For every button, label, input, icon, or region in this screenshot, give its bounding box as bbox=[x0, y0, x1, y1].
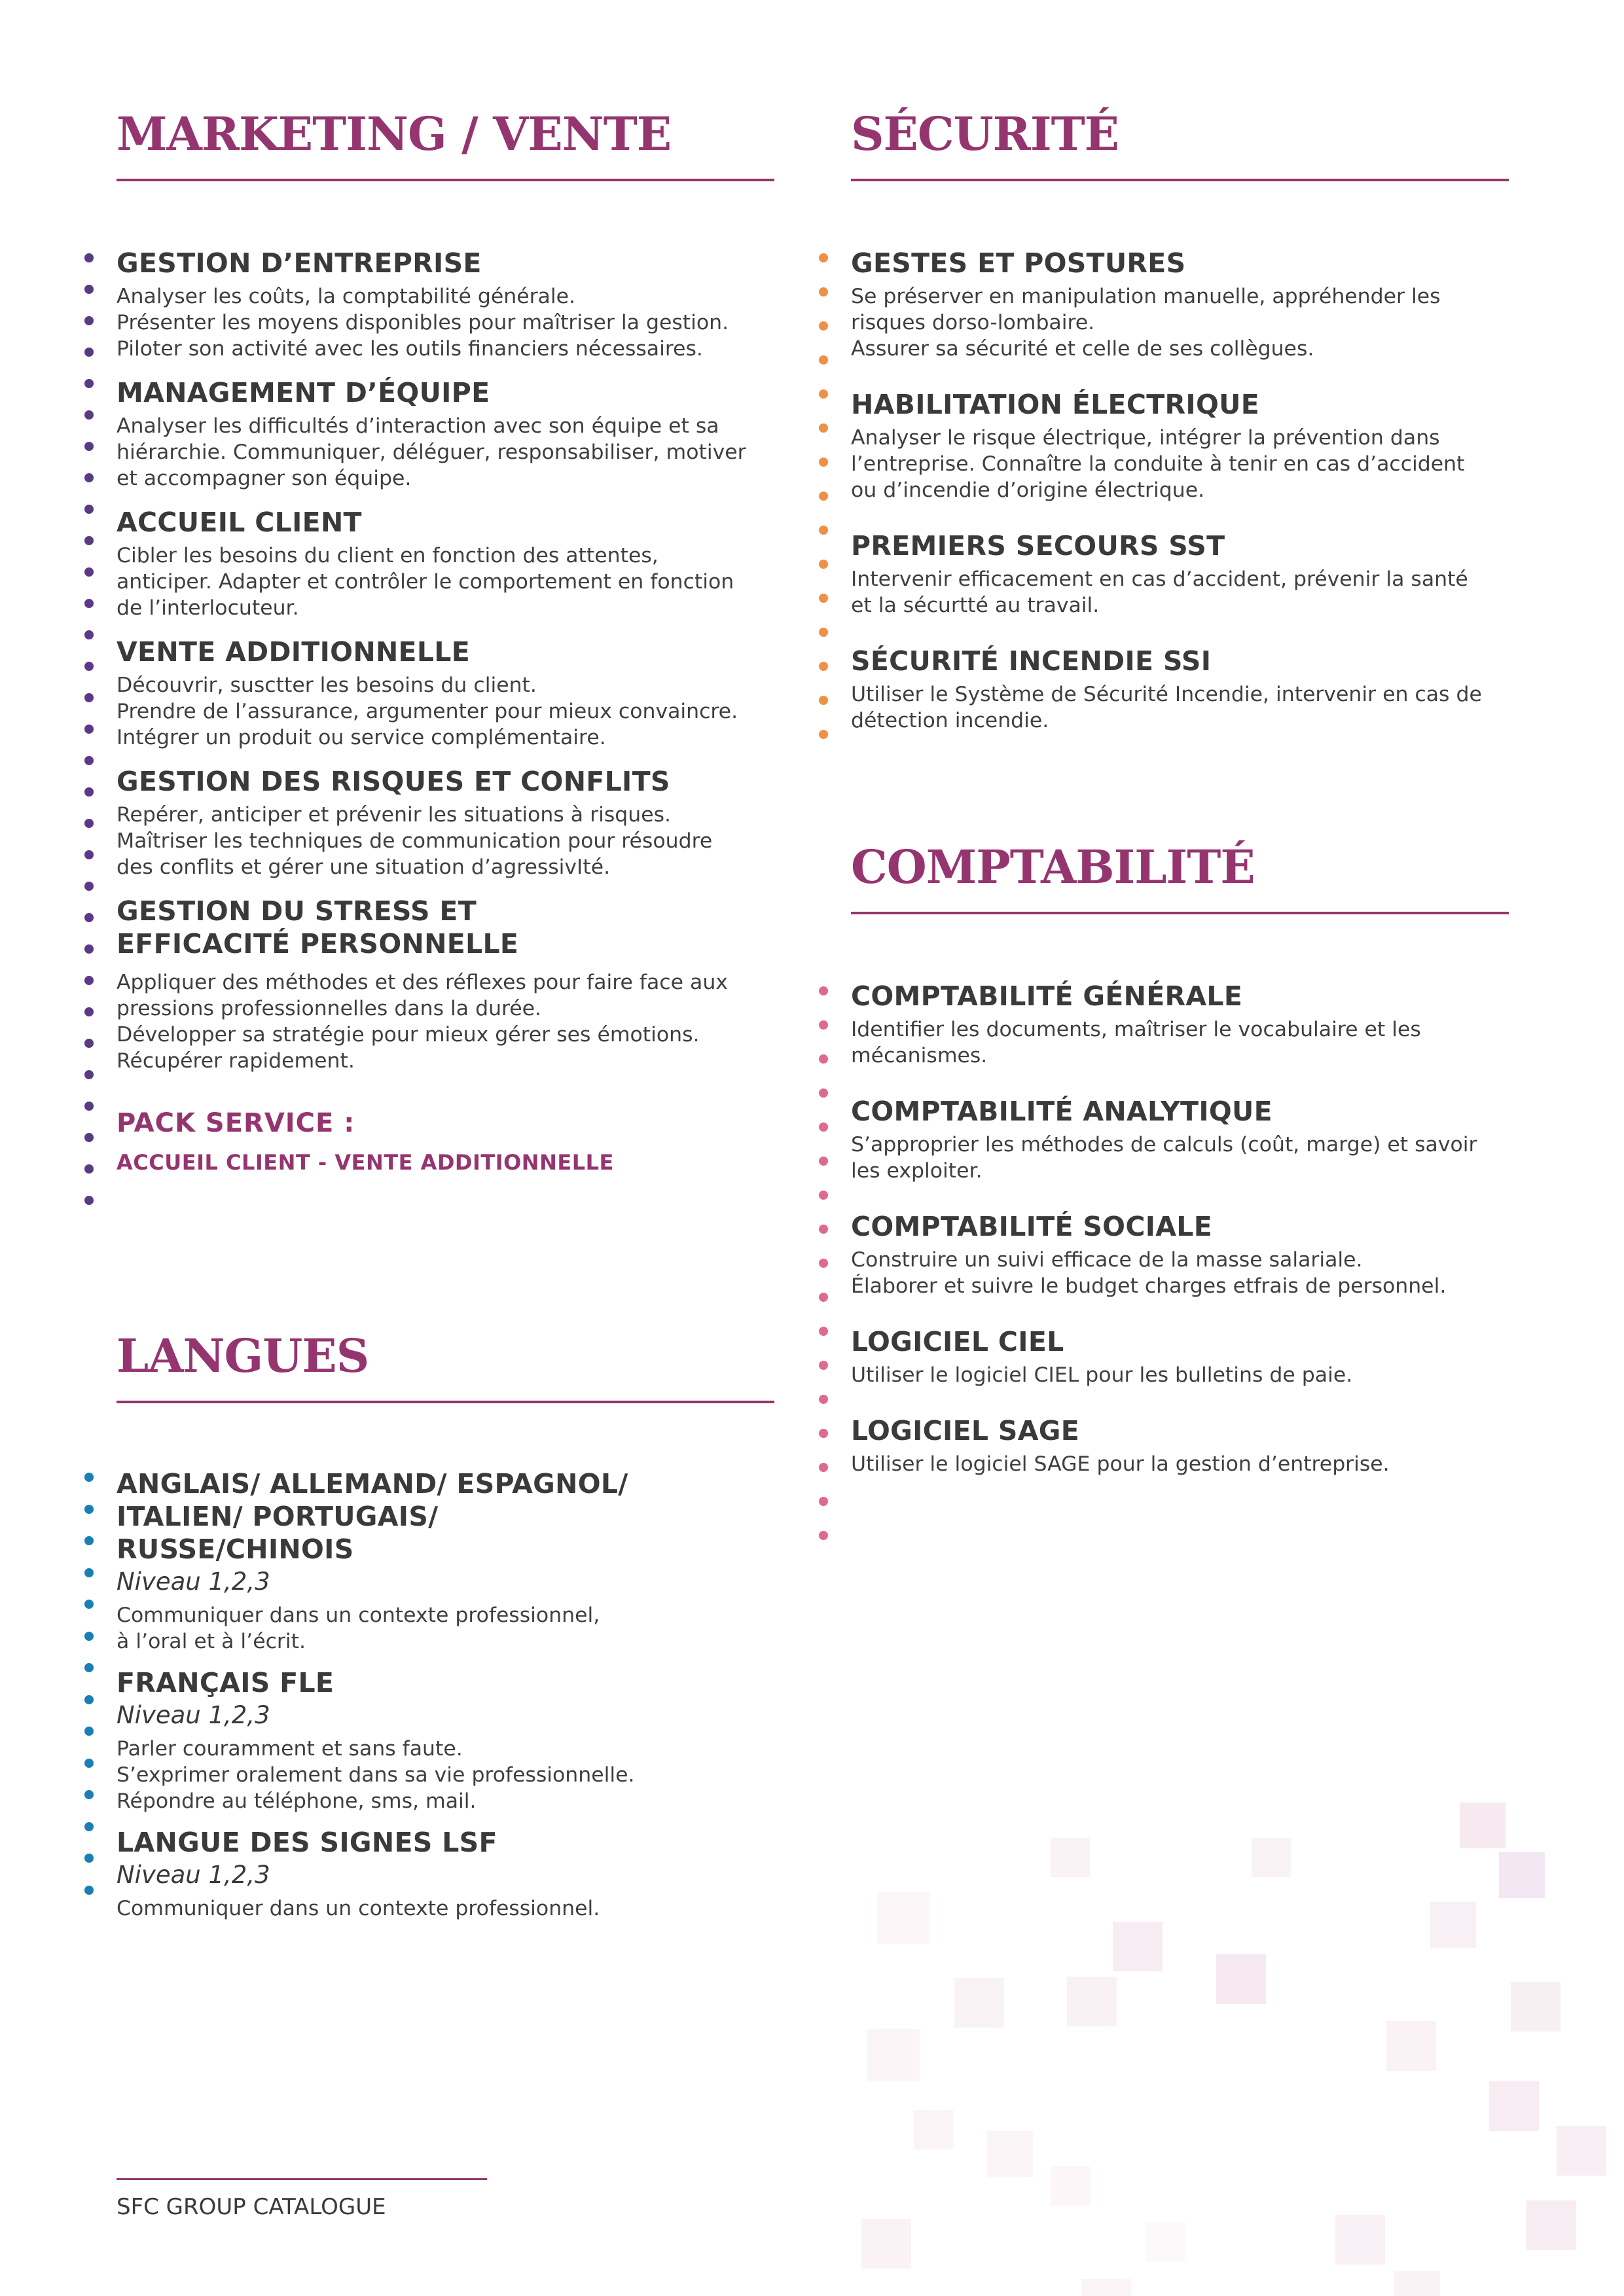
decorative-square bbox=[1335, 2215, 1385, 2265]
course-item[interactable] bbox=[117, 895, 774, 1074]
bullet-dot bbox=[819, 594, 828, 603]
course-description: Parler couramment et sans faute. S’exprimer oralement dans sa vie professionnelle. Répondre au téléphone, sms, mail. bbox=[117, 1737, 635, 1813]
bullet-dot bbox=[84, 1886, 94, 1895]
bullet-dot bbox=[84, 693, 94, 702]
course-title: COMPTABILITÉ ANALYTIQUE bbox=[851, 1096, 1272, 1127]
course-item[interactable] bbox=[851, 529, 1509, 619]
bullet-dot bbox=[84, 913, 94, 922]
course-description: Construire un suivi efficace de la masse salariale. Élaborer et suivre le budget charges etfrais de personnel. bbox=[851, 1248, 1447, 1298]
bullet-dot bbox=[819, 1463, 828, 1472]
bullet-dot bbox=[84, 285, 94, 294]
bullet-dot bbox=[819, 560, 828, 569]
bullet-dot bbox=[819, 1293, 828, 1302]
course-description: Communiquer dans un contexte professionnel, à l’oral et à l’écrit. bbox=[117, 1604, 600, 1653]
course-description: Utiliser le Système de Sécurité Incendie, intervenir en cas de détection incendie. bbox=[851, 683, 1482, 732]
bullet-dot bbox=[84, 410, 94, 420]
course-description: Analyser les coûts, la comptabilité générale. Présenter les moyens disponibles pour maîtriser la gestion. Piloter son activité avec les outils financiers nécessaires. bbox=[117, 285, 729, 361]
bullet-dot bbox=[84, 1663, 94, 1672]
bullet-dot bbox=[84, 819, 94, 828]
course-title: FRANÇAIS FLE bbox=[117, 1667, 334, 1698]
course-title: ANGLAIS/ ALLEMAND/ ESPAGNOL/ ITALIEN/ PORTUGAIS/ RUSSE/CHINOIS bbox=[117, 1468, 628, 1565]
decorative-square bbox=[861, 2219, 911, 2269]
course-level: Niveau 1,2,3 bbox=[117, 1861, 270, 1889]
bullet-dot bbox=[819, 1054, 828, 1064]
bullet-dot bbox=[819, 1429, 828, 1438]
bullet-dot bbox=[84, 1568, 94, 1577]
course-description: S’approprier les méthodes de calculs (coût, marge) et savoir les exploiter. bbox=[851, 1133, 1477, 1183]
decorative-square bbox=[954, 1978, 1004, 2028]
bullet-dot bbox=[84, 1007, 94, 1016]
marketing-items bbox=[117, 247, 774, 1177]
bullet-dot bbox=[819, 492, 828, 501]
bullet-dot bbox=[84, 348, 94, 357]
decorative-square bbox=[1526, 2200, 1576, 2250]
footer-text: SFC GROUP CATALOGUE bbox=[117, 2194, 386, 2220]
course-description: Se préserver en manipulation manuelle, appréhender les risques dorso-lombaire. Assurer sa sécurité et celle de ses collègues. bbox=[851, 285, 1441, 361]
bullet-dot bbox=[819, 1531, 828, 1540]
bullet-dot bbox=[84, 944, 94, 954]
course-item[interactable] bbox=[117, 636, 774, 751]
section-rule bbox=[851, 912, 1509, 914]
section-langues bbox=[117, 1329, 774, 1920]
bullet-dot bbox=[84, 473, 94, 482]
course-title: HABILITATION ÉLECTRIQUE bbox=[851, 389, 1260, 420]
bullet-dot bbox=[84, 882, 94, 891]
course-title: COMPTABILITÉ SOCIALE bbox=[851, 1211, 1213, 1242]
course-item[interactable] bbox=[117, 506, 774, 621]
course-item[interactable] bbox=[851, 1414, 1509, 1477]
course-item[interactable] bbox=[851, 1210, 1509, 1299]
bullet-dot bbox=[84, 1822, 94, 1831]
bullet-dot bbox=[84, 567, 94, 577]
section-rule bbox=[117, 179, 774, 181]
bullet-dot bbox=[819, 253, 828, 262]
langues-items bbox=[117, 1467, 774, 1922]
decorative-square bbox=[1146, 2222, 1185, 2261]
bullet-dot bbox=[819, 457, 828, 467]
course-item[interactable] bbox=[851, 388, 1509, 503]
decorative-square bbox=[987, 2131, 1033, 2177]
bullet-dot bbox=[819, 1191, 828, 1200]
bullet-dot bbox=[84, 1133, 94, 1142]
bullet-dot bbox=[84, 505, 94, 514]
bullet-dot bbox=[84, 1759, 94, 1768]
course-item[interactable] bbox=[117, 765, 774, 880]
bullet-dot bbox=[84, 630, 94, 639]
decorative-square bbox=[877, 1892, 929, 1944]
pack-service-title: PACK SERVICE : bbox=[117, 1108, 355, 1138]
bullet-dot bbox=[819, 287, 828, 296]
section-marketing bbox=[117, 107, 774, 1175]
course-description: Analyser les difficultés d’interaction avec son équipe et sa hiérarchie. Communiquer, déléguer, responsabiliser, motiver et accompagner son équipe. bbox=[117, 414, 746, 490]
bullet-dot bbox=[819, 986, 828, 996]
decorative-square bbox=[1216, 1954, 1266, 2004]
course-description: Utiliser le logiciel CIEL pour les bulletins de paie. bbox=[851, 1363, 1353, 1387]
bullet-dot bbox=[84, 1790, 94, 1799]
course-title: LOGICIEL SAGE bbox=[851, 1415, 1079, 1446]
decorative-square bbox=[867, 2029, 920, 2081]
course-title: GESTION DES RISQUES ET CONFLITS bbox=[117, 766, 670, 797]
section-title-marketing: MARKETING / VENTE bbox=[117, 107, 672, 161]
bullet-dot bbox=[84, 1536, 94, 1545]
bullet-dot bbox=[84, 316, 94, 325]
decorative-square bbox=[1051, 1838, 1090, 1877]
course-level: Niveau 1,2,3 bbox=[117, 1568, 270, 1596]
decorative-square bbox=[1113, 1922, 1163, 1971]
section-rule bbox=[117, 1401, 774, 1403]
bullet-dot bbox=[819, 1122, 828, 1132]
course-description: Cibler les besoins du client en fonction des attentes, anticiper. Adapter et contrôler le comportement en fonction de l’interlocuteur. bbox=[117, 544, 734, 620]
bullet-dot bbox=[84, 599, 94, 608]
bullet-dot bbox=[84, 379, 94, 388]
course-item[interactable] bbox=[851, 980, 1509, 1069]
course-title: PREMIERS SECOURS SST bbox=[851, 530, 1225, 562]
course-title: LOGICIEL CIEL bbox=[851, 1326, 1064, 1357]
bullet-dot bbox=[819, 1259, 828, 1268]
bullet-dot bbox=[819, 423, 828, 433]
course-title: VENTE ADDITIONNELLE bbox=[117, 636, 471, 668]
bullet-dot bbox=[819, 1395, 828, 1404]
decorative-square bbox=[1252, 1838, 1291, 1877]
bullet-dot bbox=[819, 355, 828, 365]
course-item[interactable] bbox=[851, 645, 1509, 734]
course-title: SÉCURITÉ INCENDIE SSI bbox=[851, 645, 1212, 677]
decorative-square bbox=[1557, 2126, 1606, 2176]
bullet-dot bbox=[84, 725, 94, 734]
course-item[interactable] bbox=[117, 1467, 774, 1655]
decorative-square bbox=[1489, 2081, 1539, 2131]
course-description: Analyser le risque électrique, intégrer la prévention dans l’entreprise. Connaître la conduite à tenir en cas d’accident ou d’incendie d’origine électrique. bbox=[851, 426, 1465, 502]
bullet-dot bbox=[819, 628, 828, 637]
decorative-square bbox=[914, 2110, 953, 2149]
course-description: Communiquer dans un contexte professionnel. bbox=[117, 1897, 600, 1920]
bullet-dot bbox=[84, 1632, 94, 1641]
bullet-dot bbox=[84, 662, 94, 671]
course-description: Utiliser le logiciel SAGE pour la gestion d’entreprise. bbox=[851, 1452, 1390, 1476]
comptabilite-items bbox=[851, 980, 1509, 1477]
footer-rule bbox=[117, 2178, 487, 2180]
course-title: GESTION D’ENTREPRISE bbox=[117, 247, 482, 279]
bullet-dot bbox=[84, 1600, 94, 1609]
bullet-dot bbox=[819, 696, 828, 705]
course-item[interactable] bbox=[117, 1826, 774, 1922]
course-item[interactable] bbox=[851, 1095, 1509, 1184]
course-title: COMPTABILITÉ GÉNÉRALE bbox=[851, 980, 1243, 1012]
securite-items bbox=[851, 247, 1509, 734]
course-title: MANAGEMENT D’ÉQUIPE bbox=[117, 377, 490, 408]
decorative-square bbox=[1460, 1803, 1506, 1848]
bullet-dot bbox=[84, 1070, 94, 1079]
course-title: LANGUE DES SIGNES LSF bbox=[117, 1827, 497, 1858]
decorative-square bbox=[1511, 1982, 1561, 2032]
section-securite bbox=[851, 107, 1509, 732]
section-rule bbox=[851, 179, 1509, 181]
bullet-dot bbox=[84, 1039, 94, 1048]
bullet-dot bbox=[819, 1157, 828, 1166]
bullet-dot bbox=[819, 389, 828, 399]
bullet-dot bbox=[84, 756, 94, 765]
bullet-dot bbox=[819, 1361, 828, 1370]
course-description: Intervenir efficacement en cas d’accident, prévenir la santé et la sécurtté au travail. bbox=[851, 567, 1468, 617]
course-item[interactable] bbox=[117, 1666, 774, 1814]
section-title-comptabilite: COMPTABILITÉ bbox=[851, 840, 1255, 894]
decorative-square bbox=[1051, 2166, 1090, 2206]
bullet-dot bbox=[819, 1497, 828, 1506]
decorative-square bbox=[1394, 2271, 1440, 2296]
bullet-dot bbox=[84, 1164, 94, 1174]
bullet-dot bbox=[819, 1327, 828, 1336]
bullet-dot bbox=[84, 442, 94, 451]
bullet-dot bbox=[84, 1102, 94, 1111]
bullet-dot bbox=[819, 1088, 828, 1098]
section-title-securite: SÉCURITÉ bbox=[851, 107, 1119, 161]
bullet-dot bbox=[819, 526, 828, 535]
decorative-square bbox=[1430, 1902, 1476, 1948]
bullet-dot bbox=[84, 1505, 94, 1514]
course-description: Repérer, anticiper et prévenir les situations à risques. Maîtriser les techniques de communication pour résoudre des conflits et gérer une situation d’agressivIté. bbox=[117, 803, 713, 879]
course-item[interactable] bbox=[851, 1325, 1509, 1388]
bullet-dot bbox=[84, 536, 94, 545]
course-description: Identifier les documents, maîtriser le vocabulaire et les mécanismes. bbox=[851, 1018, 1421, 1067]
course-item[interactable] bbox=[117, 376, 774, 492]
course-item[interactable] bbox=[851, 247, 1509, 362]
bullet-dot bbox=[819, 1225, 828, 1234]
course-item[interactable] bbox=[117, 247, 774, 362]
bullet-dot bbox=[819, 662, 828, 671]
course-description: Appliquer des méthodes et des réflexes pour faire face aux pressions professionnelles dans la durée. Développer sa stratégie pour mieux gérer ses émotions. Récupérer rapidement. bbox=[117, 971, 728, 1073]
course-description: Découvrir, susctter les besoins du client. Prendre de l’assurance, argumenter pour mieux convaincre. Intégrer un produit ou service complémentaire. bbox=[117, 673, 738, 749]
bullet-dot bbox=[84, 1727, 94, 1736]
decorative-square bbox=[1081, 2279, 1131, 2296]
bullet-dot bbox=[84, 850, 94, 859]
bullet-dot bbox=[819, 321, 828, 331]
course-title: ACCUEIL CLIENT bbox=[117, 507, 362, 538]
bullet-dot bbox=[84, 1695, 94, 1704]
bullet-dot bbox=[84, 253, 94, 262]
decorative-square bbox=[1386, 2021, 1436, 2071]
course-title: GESTION DU STRESS ET EFFICACITÉ PERSONNELLE bbox=[117, 895, 519, 960]
bullet-dot bbox=[84, 1473, 94, 1482]
decorative-square bbox=[1499, 1852, 1545, 1898]
pack-service-subtitle[interactable]: ACCUEIL CLIENT - VENTE ADDITIONNELLE bbox=[117, 1150, 614, 1175]
bullet-dot bbox=[84, 976, 94, 985]
bullet-dot bbox=[819, 730, 828, 739]
bullet-dot bbox=[819, 1020, 828, 1030]
course-level: Niveau 1,2,3 bbox=[117, 1701, 270, 1729]
section-comptabilite bbox=[851, 840, 1509, 1476]
bullet-dot bbox=[84, 787, 94, 797]
decorative-square bbox=[1067, 1977, 1117, 2026]
bullet-dot bbox=[84, 1196, 94, 1205]
bullet-dot bbox=[84, 1854, 94, 1863]
section-title-langues: LANGUES bbox=[117, 1329, 369, 1383]
course-title: GESTES ET POSTURES bbox=[851, 247, 1186, 279]
